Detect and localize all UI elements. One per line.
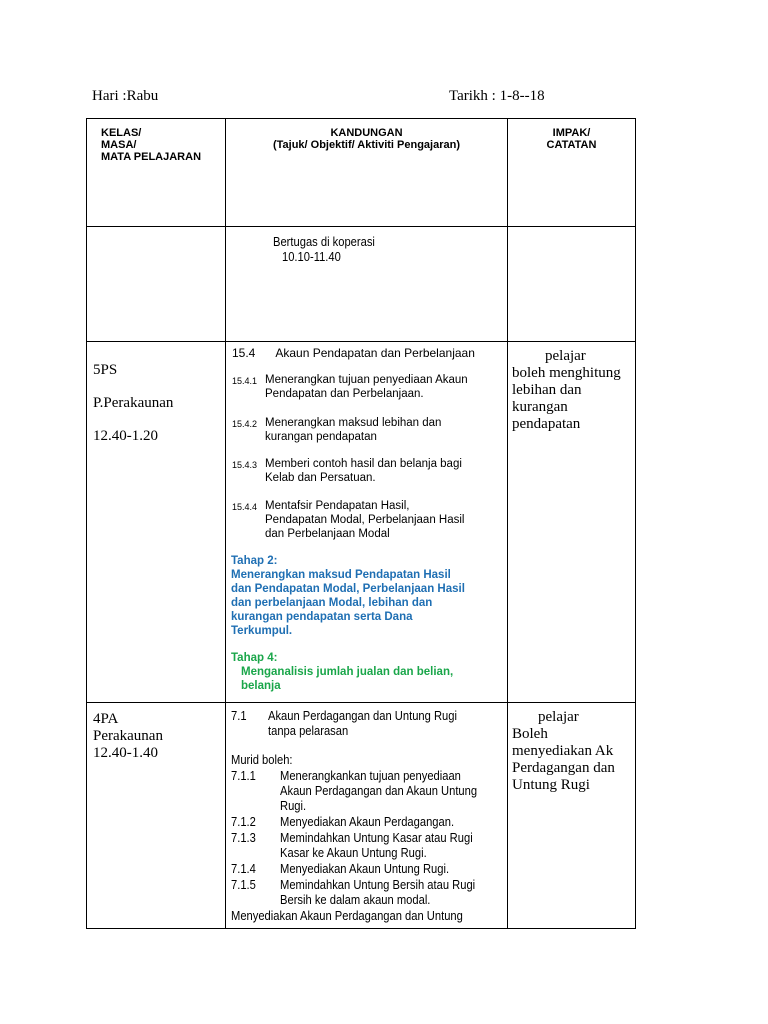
header-kandungan-cell xyxy=(226,119,508,227)
tahap4-title: Tahap 4: xyxy=(231,652,278,664)
row2-topic-num: 15.4 xyxy=(232,346,256,360)
row3-topic-line: tanpa pelarasan xyxy=(268,723,349,738)
impak-line: Untung Rugi xyxy=(512,777,590,793)
header-impak-cell xyxy=(508,119,636,227)
objective-line: kurangan pendapatan xyxy=(265,431,377,443)
objective-line: Pendapatan dan Perbelanjaan. xyxy=(265,388,424,400)
row2-topic: Akaun Pendapatan dan Perbelanjaan xyxy=(275,346,475,360)
lesson-plan-table xyxy=(86,118,636,929)
objective-number: 7.1.4 xyxy=(231,861,256,876)
tahap2-title: Tahap 2: xyxy=(231,555,278,567)
row3-impak-cell xyxy=(508,703,636,929)
objective-number: 7.1.5 xyxy=(231,877,256,892)
row3-topic-line: Akaun Perdagangan dan Untung Rugi xyxy=(268,708,457,723)
header-masa-line: MASA/ xyxy=(101,139,137,151)
row3-murid-label: Murid boleh: xyxy=(231,752,293,767)
impak-line: boleh menghitung xyxy=(512,365,621,381)
tahap4-block xyxy=(231,651,453,693)
table-row xyxy=(87,342,636,703)
header-catatan-line: CATATAN xyxy=(546,139,597,151)
tahap4-line: belanja xyxy=(241,680,281,692)
row2-subject: P.Perakaunan xyxy=(93,395,174,411)
impak-line: kurangan xyxy=(512,399,568,415)
objective-line: Rugi. xyxy=(280,798,307,813)
objective-number: 15.4.3 xyxy=(232,460,258,470)
tahap2-line: dan Pendapatan Modal, Perbelanjaan Hasil xyxy=(231,583,465,595)
row2-impak-cell xyxy=(508,342,636,703)
row2-kelas: 5PS xyxy=(93,362,118,378)
objective-number: 15.4.4 xyxy=(232,502,258,512)
objective-number: 15.4.2 xyxy=(232,419,258,429)
objective-line: Kasar ke Akaun Untung Rugi. xyxy=(280,845,427,860)
row1-content-cell xyxy=(226,227,508,342)
table-row xyxy=(87,227,636,342)
objective-line: Menerangkankan tujuan penyediaan xyxy=(280,768,461,783)
impak-line: Boleh xyxy=(512,726,548,742)
date-label: Tarikh : 1-8--18 xyxy=(449,88,545,104)
objective-number: 15.4.1 xyxy=(232,376,258,386)
impak-line: pelajar xyxy=(545,348,586,364)
objective-line: Menyediakan Akaun Perdagangan. xyxy=(280,814,455,829)
tahap2-line: Menerangkan maksud Pendapatan Hasil xyxy=(231,569,451,581)
row3-last-line: Menyediakan Akaun Perdagangan dan Untung xyxy=(231,908,463,923)
row3-kelas: 4PA xyxy=(93,711,119,727)
objective-number: 7.1.1 xyxy=(231,768,256,783)
objective-line: Bersih ke dalam akaun modal. xyxy=(280,892,431,907)
row1-time-line: 10.10-11.40 xyxy=(282,249,341,264)
objective-line: Memindahkan Untung Bersih atau Rugi xyxy=(280,877,476,892)
row3-content-cell xyxy=(226,703,508,929)
objective-line: Menyediakan Akaun Untung Rugi. xyxy=(280,861,450,876)
table-header-row xyxy=(87,119,636,227)
header-kelas-cell xyxy=(87,119,226,227)
tahap2-line: kurangan pendapatan serta Dana xyxy=(231,611,413,623)
objective-line: Akaun Perdagangan dan Akaun Untung xyxy=(280,783,478,798)
impak-line: Perdagangan dan xyxy=(512,760,615,776)
objective-line: Memberi contoh hasil dan belanja bagi xyxy=(265,458,462,470)
tahap2-block xyxy=(231,554,465,638)
row1-impak-cell xyxy=(508,227,636,342)
row2-time: 12.40-1.20 xyxy=(93,428,158,444)
row3-topic-num: 7.1 xyxy=(231,708,247,723)
row3-kelas-cell xyxy=(87,703,226,929)
row2-content-cell xyxy=(226,342,508,703)
row3-subject: Perakaunan xyxy=(93,728,163,744)
objective-line: Menerangkan maksud lebihan dan xyxy=(265,417,442,429)
tahap4-line: Menganalisis jumlah jualan dan belian, xyxy=(241,666,454,678)
impak-line: pendapatan xyxy=(512,416,581,432)
impak-line: lebihan dan xyxy=(512,382,582,398)
objective-line: Mentafsir Pendapatan Hasil, xyxy=(265,500,410,512)
header-impak-line: IMPAK/ xyxy=(552,127,591,139)
header-mata-pelajaran-line: MATA PELAJARAN xyxy=(101,151,202,163)
impak-line: menyediakan Ak xyxy=(512,743,614,759)
row3-time: 12.40-1.40 xyxy=(93,745,158,761)
row2-kelas-cell xyxy=(87,342,226,703)
objective-line: Menerangkan tujuan penyediaan Akaun xyxy=(265,374,468,386)
header-kandungan-line: KANDUNGAN xyxy=(330,127,403,139)
objective-line: Pendapatan Modal, Perbelanjaan Hasil xyxy=(265,514,465,526)
objective-number: 7.1.2 xyxy=(231,814,256,829)
impak-line: pelajar xyxy=(538,709,579,725)
table-row xyxy=(87,703,636,929)
row1-kelas-cell xyxy=(87,227,226,342)
day-label: Hari :Rabu xyxy=(92,88,159,104)
objective-line: Memindahkan Untung Kasar atau Rugi xyxy=(280,830,473,845)
objective-line: Kelab dan Persatuan. xyxy=(265,472,376,484)
tahap2-line: Terkumpul. xyxy=(231,625,293,637)
header-kandungan-sub-line: (Tajuk/ Objektif/ Aktiviti Pengajaran) xyxy=(272,139,461,151)
objective-line: dan Perbelanjaan Modal xyxy=(265,528,390,540)
row1-duty-line: Bertugas di koperasi xyxy=(273,234,375,249)
tahap2-line: dan perbelanjaan Modal, lebihan dan xyxy=(231,597,433,609)
header-kelas-line: KELAS/ xyxy=(101,127,142,139)
objective-number: 7.1.3 xyxy=(231,830,256,845)
